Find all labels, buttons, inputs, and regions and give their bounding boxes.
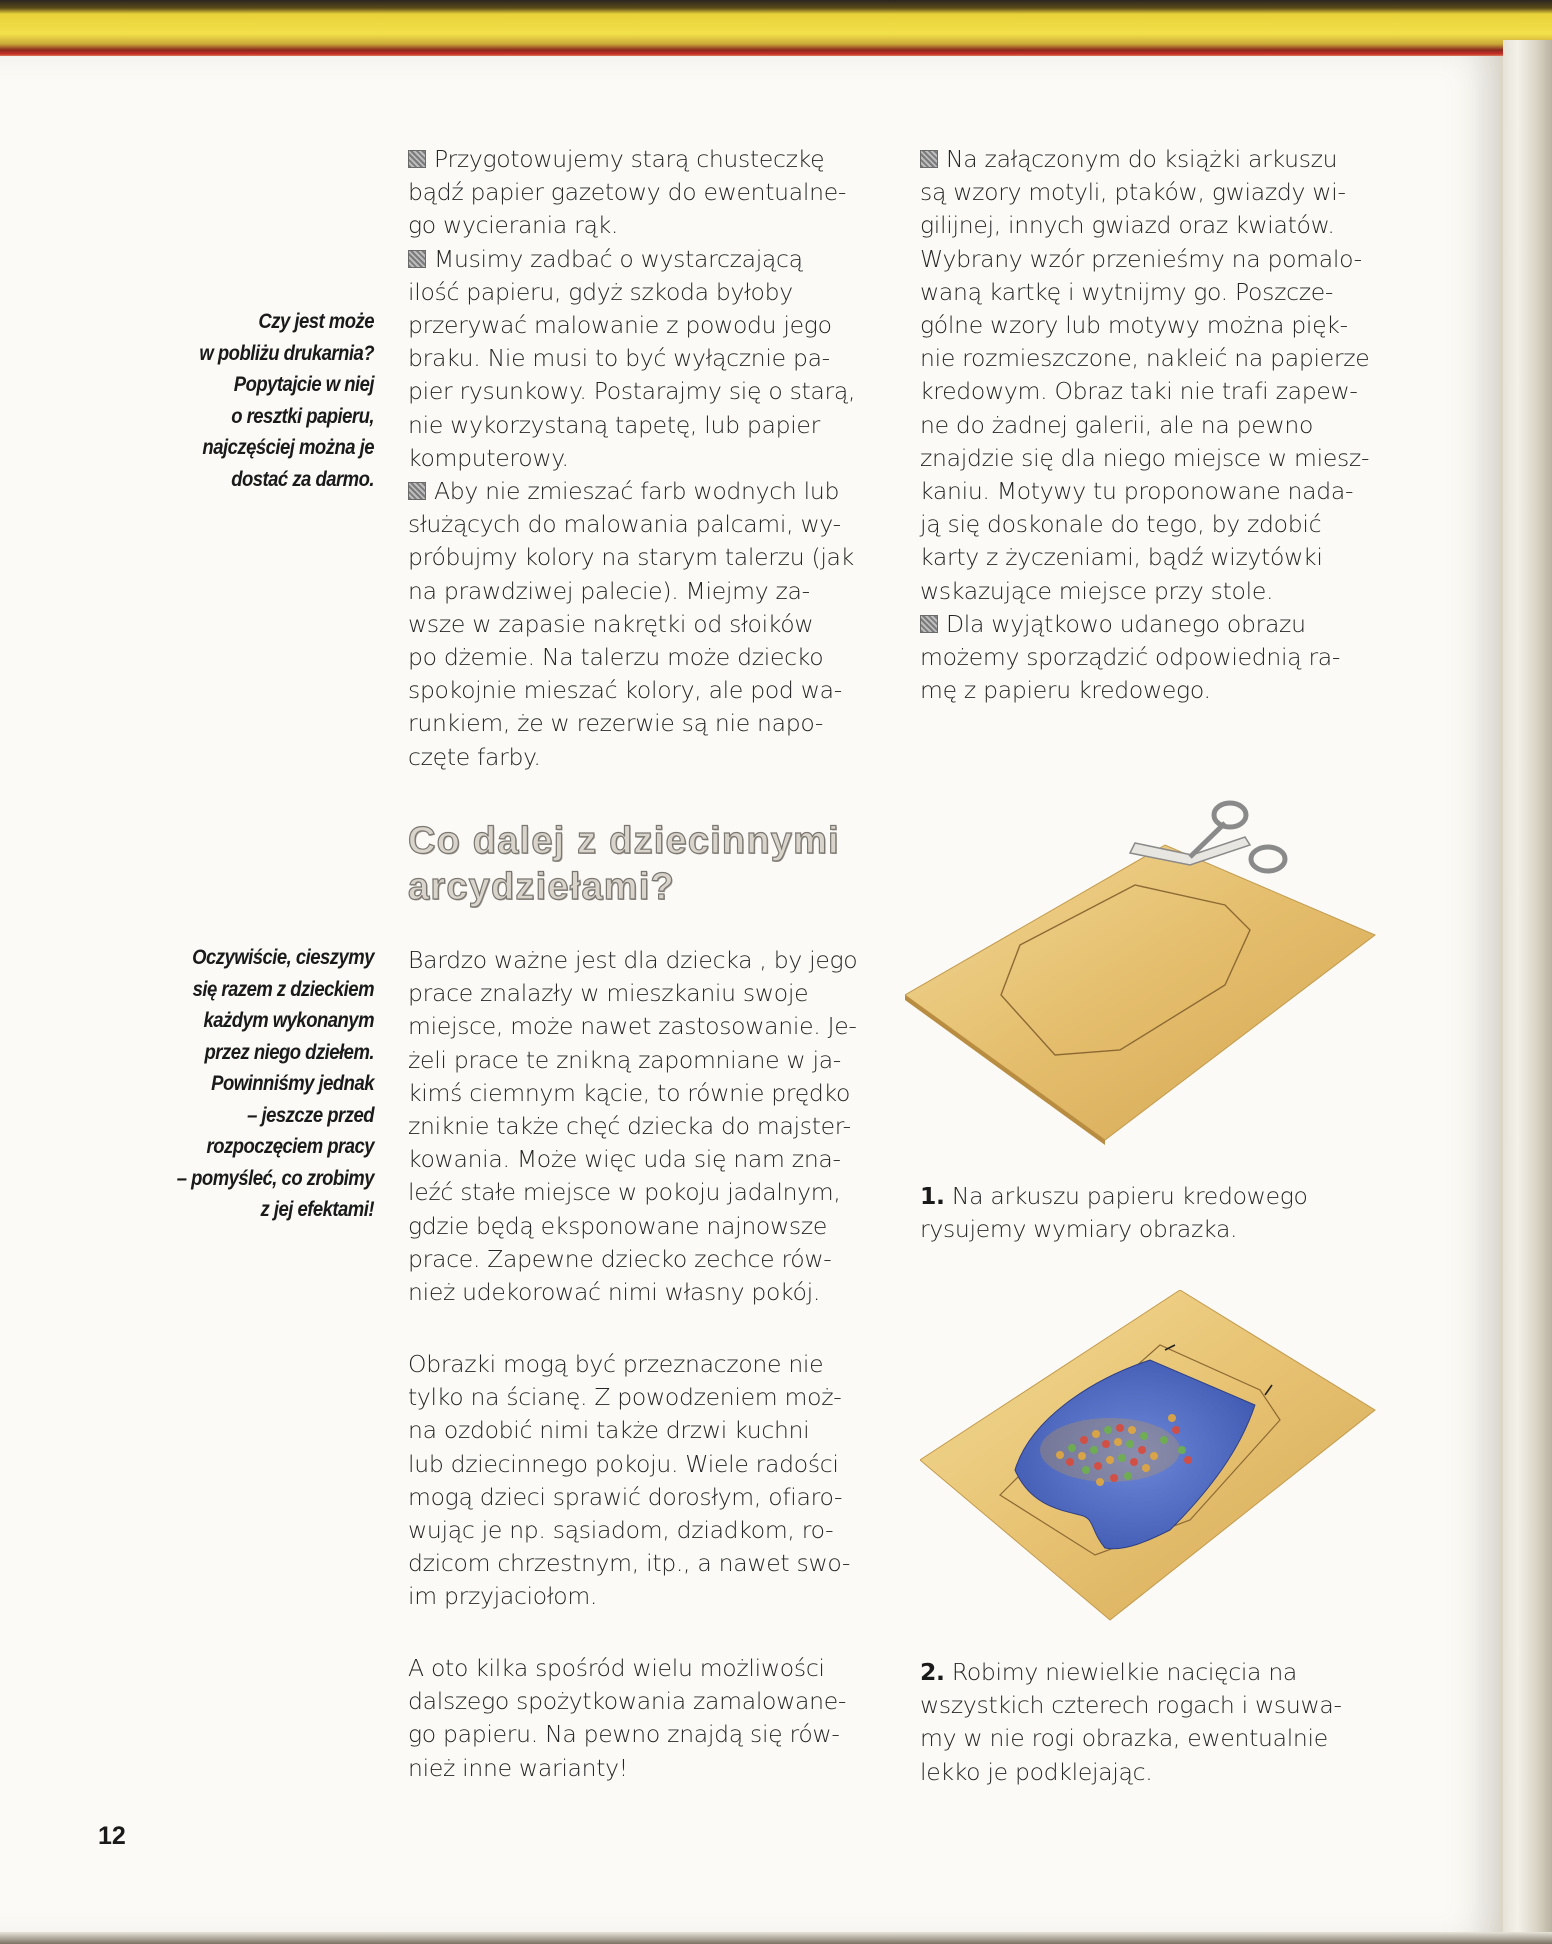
text-line: wszystkich czterech rogach i wsuwa-	[920, 1691, 1342, 1720]
text-line: A oto kilka spośród wielu możliwości	[408, 1654, 825, 1682]
book-bottom-edge	[0, 1932, 1552, 1944]
text-line: nie wykorzystaną tapetę, lub papier	[408, 410, 820, 439]
bullet-paragraph	[408, 475, 878, 774]
margin-note-line: każdym wykonanym	[203, 1008, 374, 1032]
text-line: gólne wzory lub motywy można pięk-	[920, 311, 1348, 340]
text-line: Na załączonym do książki arkuszu	[946, 145, 1338, 173]
text-line: rysujemy wymiary obrazka.	[920, 1215, 1238, 1244]
body-paragraph-1	[408, 944, 878, 1309]
margin-note-line: o resztki papieru,	[231, 403, 374, 428]
text-line: Obrazki mogą być przeznaczone nie	[408, 1350, 824, 1378]
square-bullet-icon	[408, 150, 426, 168]
body-paragraph-2	[408, 1348, 878, 1614]
text-line: go papieru. Na pewno znajdą się rów-	[408, 1720, 840, 1749]
text-line: pier rysunkowy. Postarajmy się o starą,	[408, 377, 856, 406]
illustration-paper-outline	[905, 785, 1385, 1145]
text-line: dalszego spożytkowania zamalowane-	[408, 1687, 847, 1716]
margin-note-line: Popytajcie w niej	[233, 372, 374, 396]
text-line: kimś ciemnym kącie, to równie prędko	[408, 1078, 851, 1107]
text-line: Bardzo ważne jest dla dziecka , by jego	[408, 946, 858, 974]
margin-note-line: najczęściej można je	[202, 435, 374, 459]
bullet-paragraph	[408, 143, 878, 243]
text-line: po dżemie. Na talerzu może dziecko	[408, 643, 824, 672]
square-bullet-icon	[920, 615, 938, 633]
text-line: lekko je podklejając.	[920, 1757, 1153, 1786]
text-line: spokojnie mieszać kolory, ale pod wa-	[408, 676, 842, 705]
text-line: Na arkuszu papieru kredowego	[951, 1182, 1308, 1210]
heading-line: arcydziełami?	[408, 866, 675, 908]
text-line: na prawdziwej palecie). Miejmy za-	[408, 576, 810, 605]
heading-line: Co dalej z dziecinnymi	[408, 820, 840, 862]
text-line: runkiem, że w rezerwie są nie napo-	[408, 709, 824, 738]
text-line: tylko na ścianę. Z powodzeniem moż-	[408, 1383, 842, 1412]
margin-note-line: przez niego dziełem.	[204, 1039, 374, 1064]
margin-note-line: dostać za darmo.	[231, 466, 374, 491]
middle-column-bullets	[408, 143, 878, 774]
text-line: wskazujące miejsce przy stole.	[920, 576, 1274, 605]
text-line: leźć stałe miejsce w pokoju jadalnym,	[408, 1178, 841, 1207]
square-bullet-icon	[920, 150, 938, 168]
text-line: mę z papieru kredowego.	[920, 676, 1211, 705]
margin-note-line: – jeszcze przed	[247, 1102, 374, 1127]
text-line: możemy sporządzić odpowiednią ra-	[920, 643, 1341, 672]
bullet-paragraph	[920, 608, 1400, 708]
text-line: przerywać malowanie z powodu jego	[408, 311, 832, 340]
text-line: Aby nie zmieszać farb wodnych lub	[434, 477, 840, 506]
text-line: prace znalazły w mieszkaniu swoje	[408, 979, 809, 1008]
text-line: kaniu. Motywy tu proponowane nada-	[920, 477, 1354, 506]
text-line: prace. Zapewne dziecko zechce rów-	[408, 1244, 832, 1273]
text-line: zniknie także chęć dziecka do majster-	[408, 1112, 851, 1141]
text-line: gilijnej, innych gwiazd oraz kwiatów.	[920, 211, 1335, 240]
margin-note-line: Oczywiście, cieszymy	[192, 945, 374, 969]
text-line: karty z życzeniami, bądź wizytówki	[920, 543, 1323, 572]
text-line: im przyjaciołom.	[408, 1582, 598, 1611]
text-line: służących do malowania palcami, wy-	[408, 510, 841, 539]
text-line: Przygotowujemy starą chusteczkę	[434, 145, 825, 173]
margin-note-line: się razem z dzieckiem	[192, 976, 374, 1001]
margin-note-line: z jej efektami!	[260, 1197, 374, 1221]
text-line: wując je np. sąsiadom, dziadkom, ro-	[408, 1516, 834, 1545]
kraft-paper-sheet	[905, 845, 1375, 1140]
square-bullet-icon	[408, 250, 426, 268]
text-line: my w nie rogi obrazka, ewentualnie	[920, 1724, 1328, 1753]
text-line: miejsce, może nawet zastosowanie. Je-	[408, 1012, 857, 1041]
text-line: komputerowy.	[408, 443, 569, 472]
text-line: gdzie będą eksponowane najnowsze	[408, 1211, 828, 1240]
text-line: braku. Nie musi to być wyłącznie pa-	[408, 344, 830, 373]
body-paragraph-3	[408, 1652, 878, 1785]
text-line: próbujmy kolory na starym talerzu (jak	[408, 543, 854, 572]
text-line: żeli prace te znikną zapomniane w ja-	[408, 1045, 841, 1074]
caption-number: 1.	[920, 1182, 945, 1210]
text-line: Dla wyjątkowo udanego obrazu	[946, 609, 1306, 638]
bullet-paragraph	[920, 143, 1400, 608]
text-line: kowania. Może więc uda się nam zna-	[408, 1145, 841, 1174]
page-number: 12	[98, 1822, 126, 1850]
text-line: Robimy niewielkie nacięcia na	[951, 1658, 1298, 1686]
text-line: kredowym. Obraz taki nie trafi zapew-	[920, 377, 1358, 406]
text-line: lub dziecinnego pokoju. Wiele radości	[408, 1449, 839, 1478]
caption-2	[920, 1656, 1400, 1789]
margin-note-line: – pomyśleć, co zrobimy	[176, 1165, 374, 1190]
text-line: bądź papier gazetowy do ewentualne-	[408, 178, 847, 207]
text-line: mogą dzieci sprawić dorosłym, ofiaro-	[408, 1482, 843, 1511]
text-line: znajdzie się dla niego miejsce w miesz-	[920, 443, 1370, 472]
square-bullet-icon	[408, 482, 426, 500]
book-top-edge	[0, 0, 1552, 60]
margin-note-printer	[176, 306, 374, 495]
right-column-bullets	[920, 143, 1400, 707]
text-line: nież inne warianty!	[408, 1753, 628, 1782]
margin-note-line: rozpoczęciem pracy	[206, 1134, 374, 1158]
margin-note-line: Powinniśmy jednak	[211, 1071, 374, 1095]
text-line: nie rozmieszczone, nakleić na papierze	[920, 344, 1370, 373]
text-line: na ozdobić nimi także drzwi kuchni	[408, 1416, 810, 1445]
margin-note-artwork	[176, 942, 374, 1226]
caption-1	[920, 1180, 1400, 1246]
text-line: go wycierania rąk.	[408, 211, 619, 240]
text-line: Wybrany wzór przenieśmy na pomalo-	[920, 244, 1362, 273]
text-line: Musimy zadbać o wystarczającą	[434, 244, 803, 273]
text-line: częte farby.	[408, 742, 541, 771]
text-line: ją się doskonale do tego, by zdobić	[920, 510, 1322, 539]
text-line: waną kartkę i wytnijmy go. Poszcze-	[920, 277, 1334, 306]
margin-note-line: Czy jest może	[258, 309, 374, 333]
illustration-picture-inserted	[920, 1290, 1390, 1650]
caption-number: 2.	[920, 1658, 945, 1686]
bullet-paragraph	[408, 243, 878, 475]
text-line: ilość papieru, gdyż szkoda byłoby	[408, 277, 793, 306]
text-line: nież udekorować nimi własny pokój.	[408, 1278, 821, 1307]
section-heading	[408, 818, 840, 910]
text-line: są wzory motyli, ptaków, gwiazdy wi-	[920, 178, 1346, 207]
text-line: dzicom chrzestnym, itp., a nawet swo-	[408, 1549, 851, 1578]
margin-note-line: w pobliżu drukarnia?	[199, 340, 374, 365]
text-line: ne do żadnej galerii, ale na pewno	[920, 410, 1314, 439]
book-page-edges	[1503, 40, 1552, 1944]
text-line: wsze w zapasie nakrętki od słoików	[408, 609, 814, 638]
